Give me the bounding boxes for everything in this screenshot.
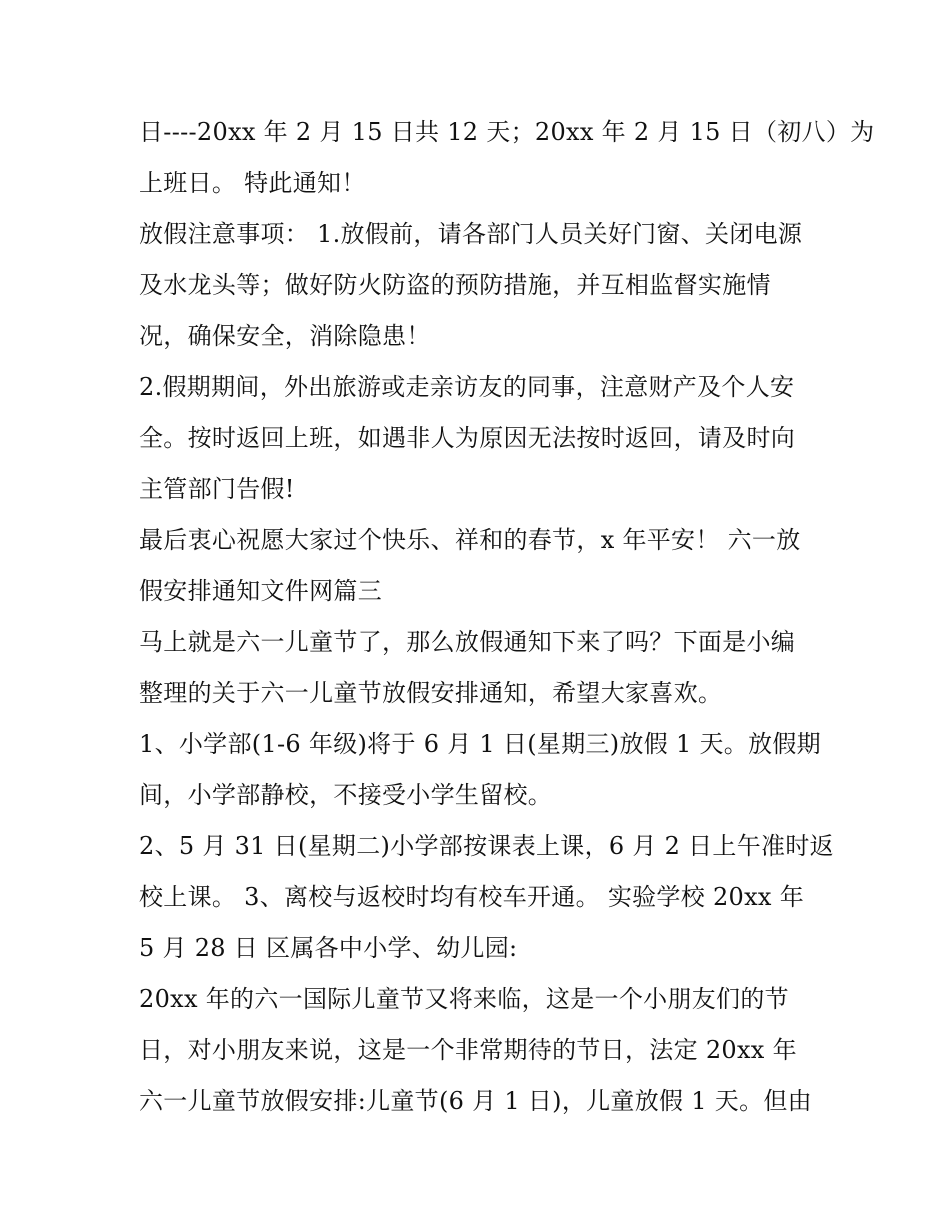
text-line: 主管部门告假! bbox=[139, 475, 295, 503]
text-line: 日----20xx 年 2 月 15 日共 12 天；20xx 年 2 月 15 日（初八）为 bbox=[139, 118, 875, 146]
text-line: 5 月 28 日 区属各中小学、幼儿园: bbox=[139, 934, 518, 962]
document-body bbox=[139, 107, 875, 1127]
text-line: 况，确保安全，消除隐患！ bbox=[139, 322, 431, 350]
text-line: 全。按时返回上班，如遇非人为原因无法按时返回，请及时向 bbox=[139, 424, 796, 452]
text-line: 2.假期期间，外出旅游或走亲访友的同事，注意财产及个人安 bbox=[139, 373, 795, 401]
text-line: 间，小学部静校，不接受小学生留校。 bbox=[139, 781, 553, 809]
text-line: 2、5 月 31 日(星期二)小学部按课表上课，6 月 2 日上午准时返 bbox=[139, 832, 834, 860]
text-line: 放假注意事项： 1.放假前，请各部门人员关好门窗、关闭电源 bbox=[139, 220, 803, 248]
text-line: 六一儿童节放假安排:儿童节(6 月 1 日)，儿童放假 1 天。但由 bbox=[139, 1087, 812, 1115]
text-line: 校上课。 3、离校与返校时均有校车开通。 实验学校 20xx 年 bbox=[139, 883, 804, 911]
text-line: 上班日。 特此通知！ bbox=[139, 169, 366, 197]
text-line: 最后衷心祝愿大家过个快乐、祥和的春节，x 年平安！ 六一放 bbox=[139, 526, 801, 554]
text-line: 及水龙头等；做好防火防盗的预防措施，并互相监督实施情 bbox=[139, 271, 771, 299]
text-line: 日，对小朋友来说，这是一个非常期待的节日，法定 20xx 年 bbox=[139, 1036, 797, 1064]
text-line: 整理的关于六一儿童节放假安排通知，希望大家喜欢。 bbox=[139, 679, 723, 707]
text-line: 20xx 年的六一国际儿童节又将来临，这是一个小朋友们的节 bbox=[139, 985, 789, 1013]
text-line: 1、小学部(1-6 年级)将于 6 月 1 日(星期三)放假 1 天。放假期 bbox=[139, 730, 821, 758]
text-line: 假安排通知文件网篇三 bbox=[139, 577, 382, 605]
text-line: 马上就是六一儿童节了，那么放假通知下来了吗？下面是小编 bbox=[139, 628, 796, 656]
